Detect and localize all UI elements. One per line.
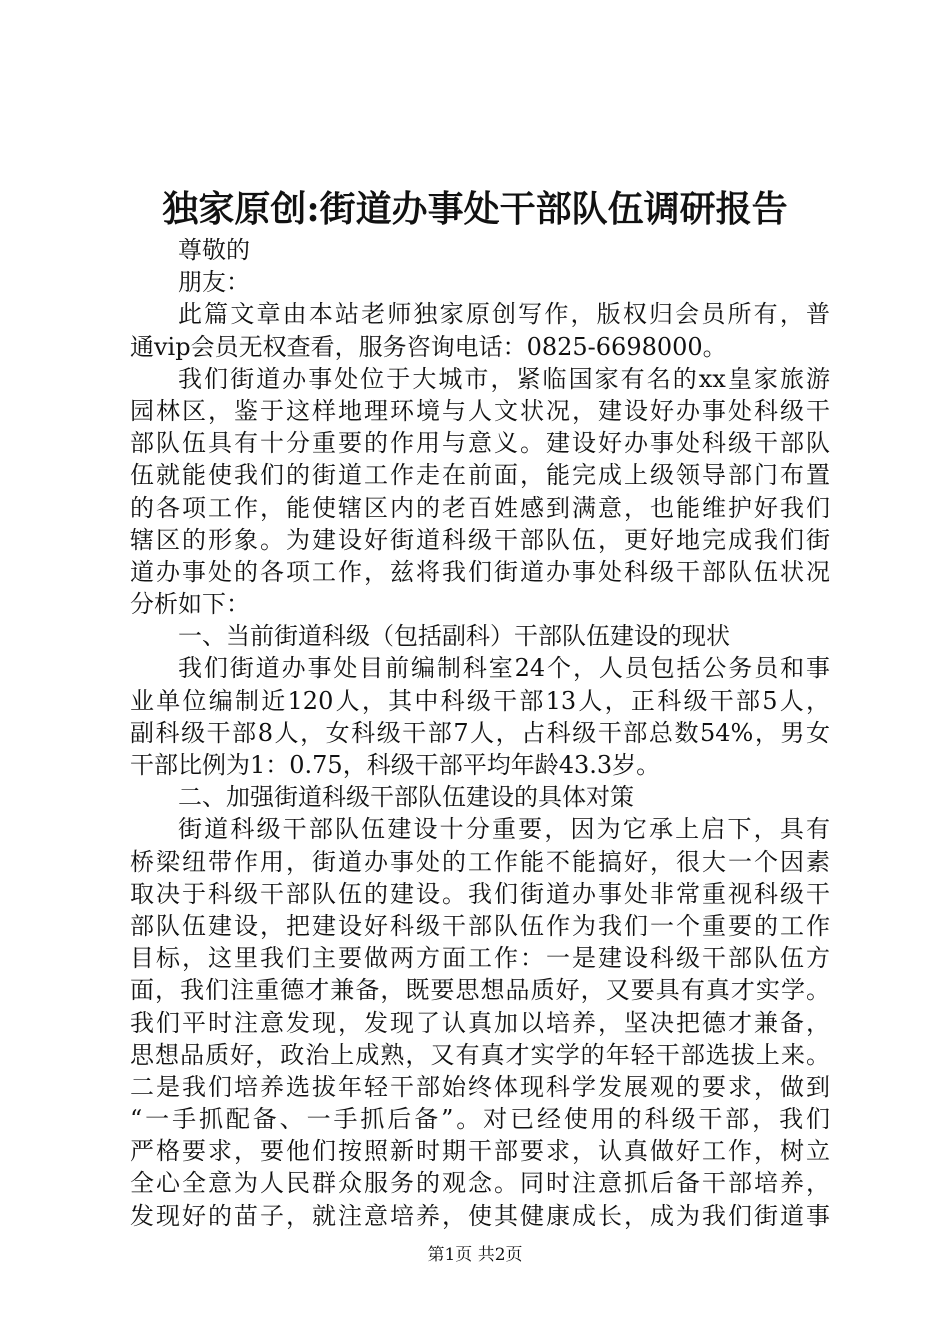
text-line: 思想品质好，政治上成熟，又有真才实学的年轻干部选拔上来。: [130, 1040, 830, 1069]
text-line: 副科级干部8人，女科级干部7人，占科级干部总数54%，男女: [130, 718, 830, 747]
text-line: 辖区的形象。为建设好街道科级干部队伍，更好地完成我们街: [130, 525, 830, 554]
text-line: 发现好的苗子，就注意培养，使其健康成长，成为我们街道事: [130, 1201, 830, 1230]
text-line: 道办事处的各项工作，兹将我们街道办事处科级干部队伍状况: [130, 557, 830, 586]
text-line: 分析如下：: [130, 590, 250, 619]
text-line: 严格要求，要他们按照新时期干部要求，认真做好工作，树立: [130, 1137, 830, 1166]
page-footer: 第1页 共2页: [427, 1245, 523, 1265]
document-body: [130, 234, 830, 1232]
text-line: 部队伍建设，把建设好科级干部队伍作为我们一个重要的工作: [130, 911, 830, 940]
text-line: 面，我们注重德才兼备，既要思想品质好，又要具有真才实学。: [130, 976, 830, 1005]
text-line: 的各项工作，能使辖区内的老百姓感到满意，也能维护好我们: [130, 493, 830, 522]
text-line: 业单位编制近120人，其中科级干部13人，正科级干部5人，: [130, 686, 830, 715]
text-line: 桥梁纽带作用，街道办事处的工作能不能搞好，很大一个因素: [130, 847, 830, 876]
text-line: 伍就能使我们的街道工作走在前面，能完成上级领导部门布置: [130, 461, 830, 490]
text-line: 园林区，鉴于这样地理环境与人文状况，建设好办事处科级干: [130, 396, 830, 425]
text-line: 一、当前街道科级（包括副科）干部队伍建设的现状: [178, 622, 730, 651]
text-line: 目标，这里我们主要做两方面工作：一是建设科级干部队伍方: [130, 944, 830, 973]
text-line: 我们街道办事处目前编制科室24个，人员包括公务员和事: [178, 654, 830, 683]
text-line: “一手抓配备、一手抓后备”。对已经使用的科级干部，我们: [130, 1105, 830, 1134]
text-line: 取决于科级干部队伍的建设。我们街道办事处非常重视科级干: [130, 879, 830, 908]
text-line: 干部比例为1：0.75，科级干部平均年龄43.3岁。: [130, 751, 661, 779]
text-line: 部队伍具有十分重要的作用与意义。建设好办事处科级干部队: [130, 429, 830, 458]
text-line: 通vip会员无权查看，服务咨询电话：0825-6698000。: [130, 332, 727, 361]
text-line: 二、加强街道科级干部队伍建设的具体对策: [178, 783, 634, 812]
text-line: 此篇文章由本站老师独家原创写作，版权归会员所有，普: [178, 300, 830, 329]
text-line: 我们街道办事处位于大城市，紧临国家有名的xx皇家旅游: [178, 364, 830, 393]
text-line: 二是我们培养选拔年轻干部始终体现科学发展观的要求，做到: [130, 1072, 830, 1101]
text-line: 我们平时注意发现，发现了认真加以培养，坚决把德才兼备，: [130, 1008, 830, 1037]
text-line: 尊敬的: [178, 236, 250, 264]
text-line: 朋友：: [178, 268, 250, 297]
text-line: 全心全意为人民群众服务的观念。同时注意抓后备干部培养，: [130, 1169, 830, 1198]
document-title: 独家原创:街道办事处干部队伍调研报告: [162, 188, 788, 230]
text-line: 街道科级干部队伍建设十分重要，因为它承上启下，具有: [178, 815, 830, 844]
